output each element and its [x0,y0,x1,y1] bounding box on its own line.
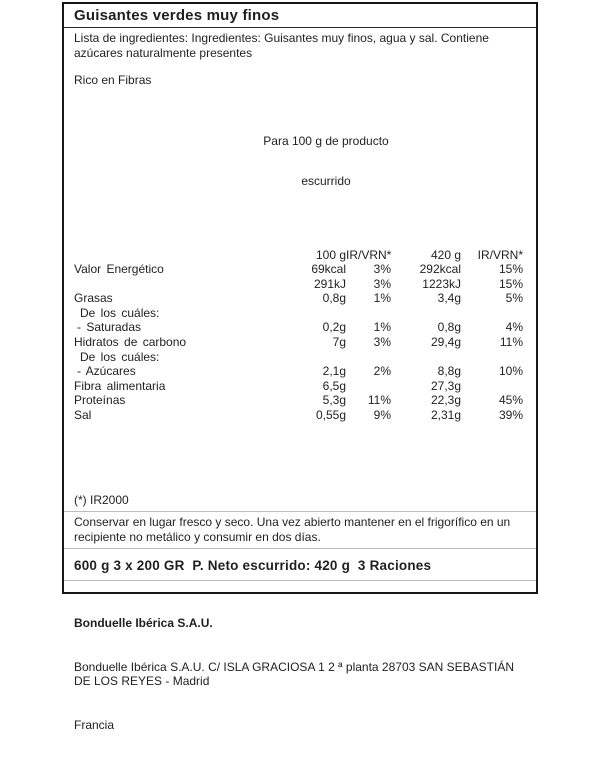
row-salt-100g: 0,55g [315,408,346,423]
row-energy-kj-label [74,277,286,292]
row-fat-ofwhich-420g [391,306,461,321]
row-sugars-ir100: 2% [373,364,391,379]
title-divider [64,27,536,28]
col-header-420g: 420 g [430,247,461,262]
row-sugars-420g: 8,8g [437,364,461,379]
row-saturates-420g: 0,8g [437,320,461,335]
row-carbs-ofwhich-ir420 [461,350,523,365]
row-fat-ir100: 1% [373,291,391,306]
row-fiber-ir420 [461,379,523,394]
serving-basis-line1: Para 100 g de producto [263,133,389,148]
nutrition-table [74,248,526,423]
manufacturer-country: Francia [74,717,115,732]
row-carbs-ofwhich-420g [391,350,461,365]
manufacturer-name: Bonduelle Ibérica S.A.U. [74,616,213,631]
row-protein-100g: 5,3g [322,393,346,408]
row-sugars-100g: 2,1g [322,364,346,379]
row-carbs-420g: 29,4g [430,335,461,350]
row-fiber-ir100 [346,379,391,394]
row-carbs-100g: 7g [332,335,346,350]
row-carbs-ofwhich-label: De los cuáles: [80,349,160,364]
row-carbs-ofwhich-100g [286,350,346,365]
row-energy-kj-ir420: 15% [498,276,523,291]
row-energy-ir100: 3% [373,262,391,277]
ingredients-text: Lista de ingredientes: Ingredientes: Guisantes muy finos, agua y sal. Contiene azúcares naturalmente presentes [74,31,493,60]
product-label [62,2,538,732]
col-header-100g: 100 g [315,247,346,262]
row-sugars-ir420: 10% [498,364,523,379]
product-title: Guisantes verdes muy finos [74,7,280,24]
row-salt-ir100: 9% [373,408,391,423]
footnote-divider [64,511,536,512]
row-fat-ofwhich-100g [286,306,346,321]
row-saturates-ir100: 1% [373,320,391,335]
row-energy-kj-ir100: 3% [373,276,391,291]
row-energy-kj-420g: 1223kJ [422,276,461,291]
row-salt-ir420: 39% [498,408,523,423]
row-protein-label: Proteínas [74,393,126,408]
row-fat-ofwhich-ir420 [461,306,523,321]
row-energy-100g: 69kcal [311,262,346,277]
row-fiber-420g: 27,3g [430,378,461,393]
storage-divider [64,548,536,549]
row-fat-ir420: 5% [505,291,523,306]
storage-instructions: Conservar en lugar fresco y seco. Una vez abierto mantener en el frigorífico en un recipiente no metálico y consumir en dos días. [74,515,514,544]
col-header-irvrn-1: IR/VRN* [346,247,392,262]
row-fat-100g: 0,8g [322,291,346,306]
row-fat-420g: 3,4g [437,291,461,306]
row-fat-label: Grasas [74,291,113,306]
row-carbs-ir100: 3% [373,335,391,350]
ir2000-footnote: (*) IR2000 [74,492,129,507]
col-header-empty [74,248,286,263]
row-protein-ir420: 45% [498,393,523,408]
row-salt-420g: 2,31g [430,408,461,423]
row-energy-ir420: 15% [498,262,523,277]
row-energy-420g: 292kcal [419,262,461,277]
row-protein-ir100: 11% [367,393,391,408]
row-saturates-100g: 0,2g [322,320,346,335]
row-carbs-ofwhich-ir100 [346,350,391,365]
row-saturates-label: - Saturadas [77,320,142,335]
row-protein-420g: 22,3g [430,393,461,408]
row-carbs-label: Hidratos de carbono [74,335,187,350]
manufacturer-block [74,587,526,761]
row-saturates-ir420: 4% [505,320,523,335]
serving-basis [100,108,552,216]
row-energy-kj-100g: 291kJ [313,276,346,291]
net-weight-line: 600 g 3 x 200 GR P. Neto escurrido: 420 g 3 Raciones [74,558,432,574]
manufacturer-address: Bonduelle Ibérica S.A.U. C/ ISLA GRACIOSA 1 2 ª planta 28703 SAN SEBASTIÁN DE LOS REYES - Madrid [74,659,518,689]
row-fat-ofwhich-label: De los cuáles: [80,305,160,320]
row-salt-label: Sal [74,408,92,423]
serving-basis-line2: escurrido [301,174,351,188]
row-carbs-ir420: 11% [499,335,523,350]
netweight-divider [64,580,536,581]
fiber-claim-text: Rico en Fibras [74,73,152,87]
col-header-irvrn-2: IR/VRN* [477,247,523,262]
row-fat-ofwhich-ir100 [346,306,391,321]
row-sugars-label: - Azúcares [77,364,136,379]
row-fiber-label: Fibra alimentaria [74,378,166,393]
row-fiber-100g: 6,5g [322,378,346,393]
row-energy-label: Valor Energético [74,262,164,277]
